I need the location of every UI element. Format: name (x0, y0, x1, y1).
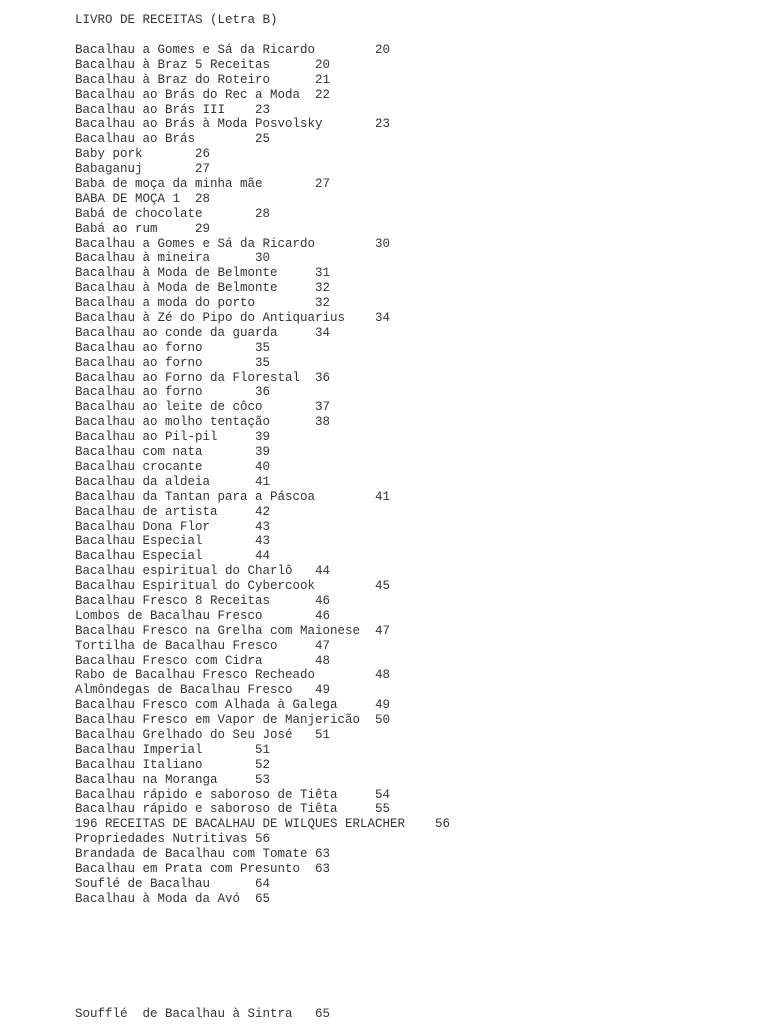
recipe-index-entry: Bacalhau da aldeia 41 (75, 474, 271, 489)
recipe-index-entry: Souflé de Bacalhau 64 (75, 876, 271, 891)
document-title: LIVRO DE RECEITAS (Letra B) (75, 13, 278, 27)
recipe-index-entry: Bacalhau ao forno 36 (75, 385, 271, 400)
recipe-index-entry: Bacalhau à Zé do Pipo do Antiquarius 34 (75, 311, 391, 326)
recipe-index-entry: Bacalhau crocante 40 (75, 459, 271, 474)
recipe-index-entry: Bacalhau Fresco em Vapor de Manjericão 50 (75, 713, 391, 728)
recipe-index-entry: Bacalhau da Tantan para a Páscoa 41 (75, 489, 391, 504)
recipe-index-entry: Bacalhau ao Brás à Moda Posvolsky 23 (75, 117, 391, 132)
recipe-index-entry: Bacalhau Dona Flor 43 (75, 519, 271, 534)
recipe-index-entry: Bacalhau ao Pil-pil 39 (75, 430, 271, 445)
recipe-index-entry: Bacalhau à Moda de Belmonte 32 (75, 281, 331, 296)
recipe-index-entry: Babaganuj 27 (75, 162, 211, 177)
recipe-index-entry: Baba de moça da minha mãe 27 (75, 177, 331, 192)
recipe-index-entry: Almôndegas de Bacalhau Fresco 49 (75, 683, 331, 698)
recipe-index-entry: Tortilha de Bacalhau Fresco 47 (75, 638, 331, 653)
recipe-index-entry: Propriedades Nutritivas 56 (75, 832, 271, 847)
recipe-index-entry: Bacalhau à Moda de Belmonte 31 (75, 266, 331, 281)
recipe-index-entry: Bacalhau ao forno 35 (75, 340, 271, 355)
recipe-index-entry: Bacalhau Fresco com Cidra 48 (75, 653, 331, 668)
recipe-index-entry: Brandada de Bacalhau com Tomate 63 (75, 847, 331, 862)
recipe-index-entry: Bacalhau ao Brás III 23 (75, 102, 271, 117)
recipe-index-entry: Bacalhau Fresco na Grelha com Maionese 47 (75, 623, 391, 638)
recipe-index-entry: BABA DE MOÇA 1 28 (75, 191, 211, 206)
recipe-index-entry: Bacalhau ao Brás do Rec a Moda 22 (75, 87, 331, 102)
recipe-index-entry: Bacalhau Grelhado do Seu José 51 (75, 727, 331, 742)
recipe-index-entry: Bacalhau espiritual do Charlô 44 (75, 564, 331, 579)
recipe-index-entry: Bacalhau à Braz do Roteiro 21 (75, 72, 331, 87)
recipe-index-entry: Bacalhau à Braz 5 Receitas 20 (75, 57, 331, 72)
recipe-index-entry: Baby pork 26 (75, 147, 211, 162)
recipe-index-entry: Bacalhau na Moranga 53 (75, 772, 271, 787)
recipe-index-entry: Babá de chocolate 28 (75, 206, 271, 221)
recipe-index-entry: Bacalhau ao Brás 25 (75, 132, 271, 147)
recipe-index-entry: Bacalhau a Gomes e Sá da Ricardo 20 (75, 43, 391, 57)
recipe-index-entry: Bacalhau ao leite de côco 37 (75, 400, 331, 415)
footer-recipe-entry: Soufflé de Bacalhau à Sintra 65 (75, 1007, 331, 1021)
recipe-index-entry: Bacalhau a moda do porto 32 (75, 296, 331, 311)
recipe-index-entry: Lombos de Bacalhau Fresco 46 (75, 608, 331, 623)
recipe-index-entry: Bacalhau Fresco 8 Receitas 46 (75, 593, 331, 608)
recipe-index-entry: Bacalhau com nata 39 (75, 445, 271, 460)
recipe-index-entry: Bacalhau Fresco com Alhada à Galega 49 (75, 698, 391, 713)
recipe-index-entry: Babá ao rum 29 (75, 221, 211, 236)
recipe-index-entry: Bacalhau Italiano 52 (75, 757, 271, 772)
recipe-index-entry: Bacalhau Especial 44 (75, 549, 271, 564)
recipe-index-entry: Rabo de Bacalhau Fresco Recheado 48 (75, 668, 391, 683)
recipe-index-entry: Bacalhau em Prata com Presunto 63 (75, 861, 331, 876)
recipe-index-entry: Bacalhau à mineira 30 (75, 251, 271, 266)
recipe-index-list (75, 43, 450, 907)
recipe-index-entry: Bacalhau à Moda da Avó 65 (75, 891, 271, 906)
recipe-index-entry: Bacalhau ao conde da guarda 34 (75, 325, 331, 340)
recipe-index-entry: Bacalhau rápido e saboroso de Tiêta 54 (75, 787, 391, 802)
recipe-index-entry: Bacalhau Imperial 51 (75, 742, 271, 757)
recipe-index-entry: Bacalhau ao Forno da Florestal 36 (75, 370, 331, 385)
recipe-index-entry: Bacalhau rápido e saboroso de Tiêta 55 (75, 802, 391, 817)
recipe-index-entry: Bacalhau ao molho tentação 38 (75, 415, 331, 430)
recipe-index-entry: Bacalhau Especial 43 (75, 534, 271, 549)
recipe-index-entry: Bacalhau de artista 42 (75, 504, 271, 519)
recipe-index-entry: 196 RECEITAS DE BACALHAU DE WILQUES ERLACHER 56 (75, 817, 451, 832)
recipe-index-entry: Bacalhau a Gomes e Sá da Ricardo 30 (75, 236, 391, 251)
recipe-index-entry: Bacalhau Espiritual do Cybercook 45 (75, 579, 391, 594)
recipe-index-entry: Bacalhau ao forno 35 (75, 355, 271, 370)
